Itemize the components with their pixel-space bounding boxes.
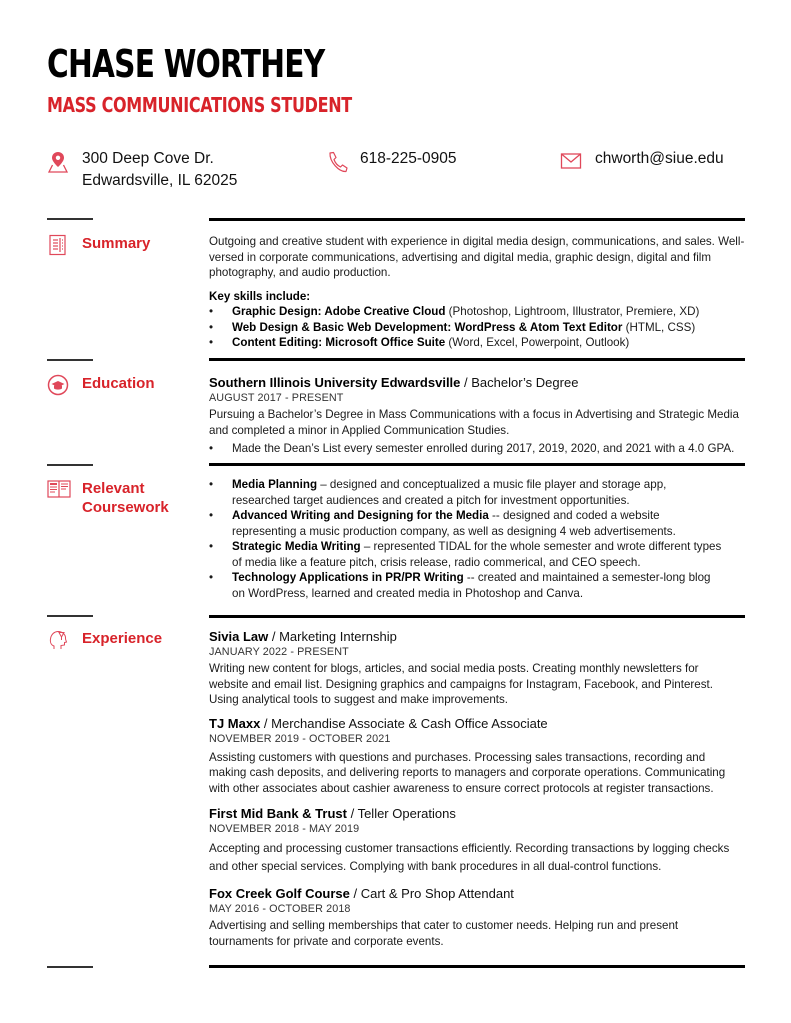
course-detail: – represented TIDAL for the whole semester and wrote different types of media like a feature pitch, crisis release, radio commerical, and CEO speech. bbox=[232, 540, 722, 569]
job-title bbox=[209, 885, 754, 902]
section-heading-coursework bbox=[47, 479, 169, 517]
address-line-2: Edwardsville, IL 62025 bbox=[82, 172, 238, 189]
course-detail: – designed and conceptualized a music file player and storage app, researched target audiences and created a pitch for investment opportunities. bbox=[232, 478, 667, 507]
section-divider-left bbox=[47, 966, 93, 968]
job-dates: NOVEMBER 2019 - OCTOBER 2021 bbox=[209, 732, 391, 745]
envelope-icon bbox=[560, 152, 582, 170]
job-title bbox=[209, 805, 754, 822]
company-name: First Mid Bank & Trust bbox=[209, 806, 347, 821]
phone-icon bbox=[326, 150, 348, 174]
job-dates: JANUARY 2022 - PRESENT bbox=[209, 646, 349, 658]
education-bullet: • Made the Dean’s List every semester enrolled during 2017, 2019, 2020, and 2021 with a 4.0 GPA. bbox=[209, 441, 754, 457]
education-dates: AUGUST 2017 - PRESENT bbox=[209, 392, 344, 404]
skills-label: Key skills include: bbox=[209, 289, 311, 303]
skill-name: Graphic Design: Adobe Creative Cloud bbox=[232, 305, 446, 318]
experience-content bbox=[209, 628, 754, 956]
course-item: • Media Planning – designed and conceptualized a music file player and storage app, researched target audiences and created a pitch for investment opportunities. bbox=[209, 478, 667, 507]
section-heading-experience bbox=[47, 629, 162, 651]
company-name: Sivia Law bbox=[209, 629, 269, 644]
contact-phone bbox=[326, 148, 457, 174]
section-divider-left bbox=[47, 615, 93, 617]
graduation-cap-icon bbox=[47, 374, 69, 396]
job-description: Writing new content for blogs, articles, and social media posts. Creating monthly newsletters for website and email list. Designing graphics and campaigns for Instagram, Facebook, and Pinterest. Using analytical tools to suggest and make improvements. bbox=[209, 662, 713, 706]
course-name: Strategic Media Writing bbox=[232, 540, 361, 553]
job-description: Assisting customers with questions and purchases. Processing sales transactions, recording and making cash deposits, and delivering reports to managers and corporate operations. Communicating with other associates about cashier awareness to ensure correct protocols at register transactions. bbox=[209, 750, 726, 795]
skill-name: Web Design & Basic Web Development: WordPress & Atom Text Editor bbox=[232, 320, 623, 334]
section-divider-left bbox=[47, 464, 93, 466]
skill-item: • Web Design & Basic Web Development: WordPress & Atom Text Editor (HTML, CSS) bbox=[209, 320, 696, 334]
course-name: Technology Applications in PR/PR Writing bbox=[232, 571, 464, 584]
skill-detail: (HTML, CSS) bbox=[622, 320, 696, 334]
degree-name: / Bachelor’s Degree bbox=[460, 375, 579, 390]
job-role: / Teller Operations bbox=[346, 806, 456, 821]
job-entry bbox=[209, 805, 754, 876]
section-divider-left bbox=[47, 359, 93, 361]
section-divider bbox=[209, 965, 745, 968]
section-divider bbox=[209, 358, 745, 361]
job-role: / Merchandise Associate & Cash Office Associate bbox=[260, 715, 548, 731]
open-book-icon bbox=[47, 479, 71, 499]
job-title bbox=[209, 715, 754, 732]
education-description: Pursuing a Bachelor’s Degree in Mass Communications with a focus in Advertising and Strategic Media and completed a minor in Applied Communication Studies. bbox=[209, 408, 739, 437]
section-divider bbox=[209, 615, 745, 618]
skill-detail: (Word, Excel, Powerpoint, Outlook) bbox=[445, 336, 630, 349]
email-address[interactable]: chworth@siue.edu bbox=[595, 150, 724, 167]
job-dates: NOVEMBER 2018 - MAY 2019 bbox=[209, 823, 360, 835]
document-list-icon bbox=[47, 234, 69, 256]
coursework-heading-line2: Coursework bbox=[82, 499, 169, 516]
summary-text: Outgoing and creative student with experience in digital media design, communications, and sales. Well-versed in corporate communications, advertising and digital media, graphic design, digital and film photography, and audio production. bbox=[209, 235, 745, 279]
education-entry-title bbox=[209, 374, 754, 391]
section-divider bbox=[209, 218, 745, 221]
skill-item: • Graphic Design: Adobe Creative Cloud (Photoshop, Lightroom, Illustrator, Premiere, XD) bbox=[209, 305, 700, 318]
job-description: Accepting and processing customer transactions efficiently. Recording transactions by logging checks and other special services. Complying with bank procedures in all dual-control functions. bbox=[209, 842, 730, 873]
education-heading: Education bbox=[82, 375, 155, 392]
job-description: Advertising and selling memberships that cater to customer needs. Helping run and present tournaments for private and corporate events. bbox=[209, 919, 679, 948]
course-detail: -- designed and coded a website representing a music production company, as well as designing 4 web advertisements. bbox=[232, 509, 676, 538]
head-profile-icon bbox=[47, 629, 69, 651]
coursework-heading bbox=[82, 479, 169, 517]
job-role: / Marketing Internship bbox=[268, 629, 397, 644]
education-content bbox=[209, 374, 754, 457]
course-item: • Advanced Writing and Designing for the Media -- designed and coded a website representing a music production company, as well as designing 4 web advertisements. bbox=[209, 509, 676, 538]
section-divider-left bbox=[47, 218, 93, 220]
coursework-content bbox=[209, 477, 754, 601]
coursework-heading-line1: Relevant bbox=[82, 480, 145, 497]
skill-detail: (Photoshop, Lightroom, Illustrator, Premiere, XD) bbox=[445, 305, 700, 318]
address-line-1: 300 Deep Cove Dr. bbox=[82, 150, 214, 167]
job-title bbox=[209, 628, 754, 645]
course-item: • Strategic Media Writing – represented TIDAL for the whole semester and wrote different types of media like a feature pitch, crisis release, radio commerical, and CEO speech. bbox=[209, 540, 722, 569]
course-name: Media Planning bbox=[232, 478, 318, 491]
school-name: Southern Illinois University Edwardsville bbox=[209, 375, 461, 390]
company-name: Fox Creek Golf Course bbox=[209, 886, 350, 901]
job-entry bbox=[209, 885, 754, 949]
contact-email bbox=[560, 148, 724, 170]
section-heading-summary bbox=[47, 234, 150, 256]
job-role: / Cart & Pro Shop Attendant bbox=[349, 886, 514, 901]
summary-heading: Summary bbox=[82, 235, 151, 252]
job-dates: MAY 2016 - OCTOBER 2018 bbox=[209, 903, 351, 915]
summary-content bbox=[209, 234, 754, 351]
course-detail: -- created and maintained a semester-long blog on WordPress, learned and created media in Photoshop and Canva. bbox=[232, 571, 711, 600]
candidate-title: MASS COMMUNICATIONS STUDENT bbox=[47, 93, 352, 117]
course-name: Advanced Writing and Designing for the Media bbox=[232, 509, 489, 522]
section-divider bbox=[209, 463, 745, 466]
course-item: • Technology Applications in PR/PR Writing -- created and maintained a semester-long blog on WordPress, learned and created media in Photoshop and Canva. bbox=[209, 571, 711, 600]
candidate-name: CHASE WORTHEY bbox=[47, 42, 325, 86]
phone-number[interactable]: 618-225-0905 bbox=[360, 150, 457, 167]
education-bullet-text: Made the Dean’s List every semester enrolled during 2017, 2019, 2020, and 2021 with a 4.0 GPA. bbox=[232, 442, 735, 455]
section-heading-education bbox=[47, 374, 155, 396]
job-entry bbox=[209, 715, 754, 797]
contact-address bbox=[47, 148, 237, 192]
skill-item: • Content Editing: Microsoft Office Suite (Word, Excel, Powerpoint, Outlook) bbox=[209, 336, 630, 349]
job-entry bbox=[209, 628, 754, 708]
company-name: TJ Maxx bbox=[209, 715, 261, 731]
experience-heading: Experience bbox=[82, 630, 163, 647]
skill-name: Content Editing: Microsoft Office Suite bbox=[232, 336, 446, 349]
map-pin-icon bbox=[47, 150, 69, 174]
